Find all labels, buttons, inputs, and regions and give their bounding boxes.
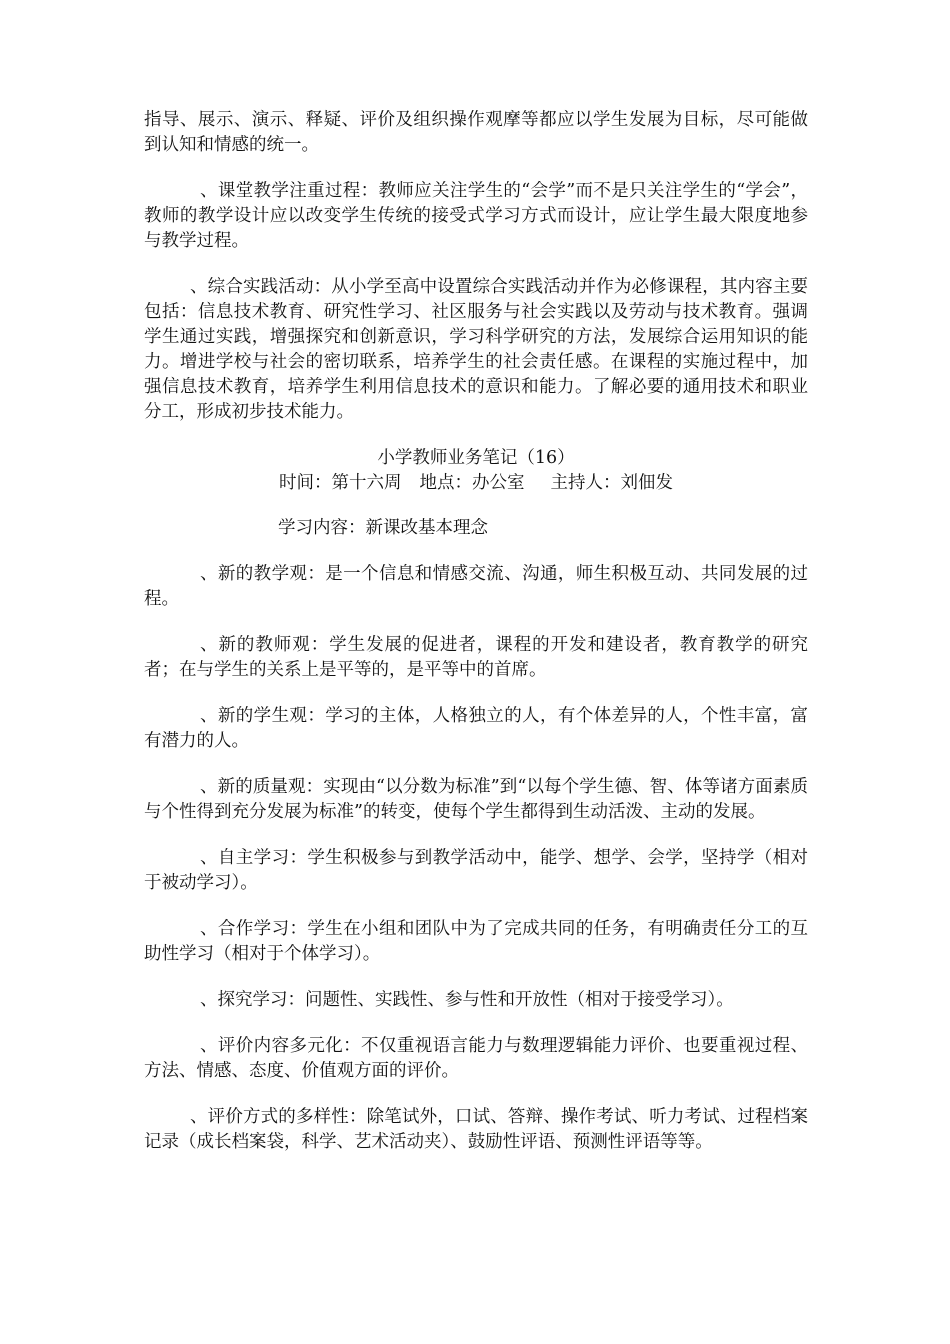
meeting-meta (144, 471, 808, 496)
document-page (144, 108, 808, 1176)
meeting-place: 地点：办公室 (419, 473, 525, 493)
paragraph-practice-activity: 、综合实践活动：从小学至高中设置综合实践活动并作为必修课程，其内容主要包括：信息技术教育、研究性学习、社区服务与社会实践以及劳动与技术教育。强调学生通过实践，增强探究和创新意识，学习科学研究的方法，发展综合运用知识的能力。增进学校与社会的密切联系，培养学生的社会责任感。在课程的实施过程中，加强信息技术教育，培养学生利用信息技术的意识和能力。了解必要的通用技术和职业分工，形成初步技术能力。 (144, 277, 808, 422)
list-item: 、探究学习：问题性、实践性、参与性和开放性（相对于接受学习）。 (200, 990, 734, 1010)
meeting-time: 时间：第十六周 (279, 473, 402, 493)
section-title: 小学教师业务笔记（16） (377, 448, 575, 468)
list-item: 、新的质量观：实现由“以分数为标准”到“以每个学生德、智、体等诸方面素质与个性得到充分发展为标准”的转变，使每个学生都得到生动活泼、主动的发展。 (144, 777, 808, 822)
list-item: 、新的教师观：学生发展的促进者，课程的开发和建设者，教育教学的研究者；在与学生的关系上是平等的，是平等中的首席。 (144, 635, 808, 680)
meeting-host: 主持人：刘佃发 (550, 473, 673, 493)
paragraph-classroom-process: 、课堂教学注重过程：教师应关注学生的“会学”而不是只关注学生的“学会”，教师的教学设计应以改变学生传统的接受式学习方式而设计，应让学生最大限度地参与教学过程。 (144, 181, 808, 251)
list-item: 、新的教学观：是一个信息和情感交流、沟通，师生积极互动、共同发展的过程。 (144, 564, 808, 609)
list-item: 、评价方式的多样性：除笔试外，口试、答辩、操作考试、听力考试、过程档案记录（成长档案袋，科学、艺术活动夹）、鼓励性评语、预测性评语等等。 (144, 1107, 808, 1152)
study-content: 学习内容：新课改基本理念 (278, 518, 488, 538)
list-item: 、自主学习：学生积极参与到教学活动中，能学、想学、会学，坚持学（相对于被动学习）。 (144, 848, 808, 893)
list-item: 、合作学习：学生在小组和团队中为了完成共同的任务，有明确责任分工的互助性学习（相对于个体学习）。 (144, 919, 808, 964)
list-item: 、新的学生观：学习的主体，人格独立的人，有个体差异的人，个性丰富，富有潜力的人。 (144, 706, 808, 751)
list-item: 、评价内容多元化：不仅重视语言能力与数理逻辑能力评价、也要重视过程、方法、情感、态度、价值观方面的评价。 (144, 1036, 808, 1081)
paragraph-continuation: 指导、展示、演示、释疑、评价及组织操作观摩等都应以学生发展为目标，尽可能做到认知和情感的统一。 (144, 110, 808, 155)
